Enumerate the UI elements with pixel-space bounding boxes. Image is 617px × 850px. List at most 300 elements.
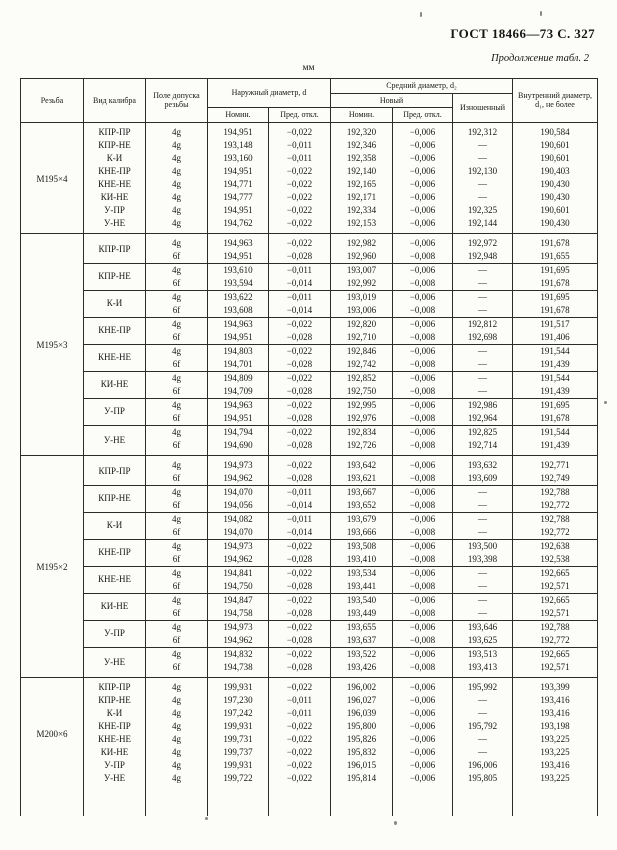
tolerance-zone: 6f	[146, 358, 208, 372]
middle-nominal: 192,710	[331, 331, 393, 345]
middle-nominal: 195,832	[331, 746, 393, 759]
inner-diameter: 191,678	[513, 233, 598, 250]
tolerance-zone: 6f	[146, 499, 208, 513]
tolerance-zone: 4g	[146, 152, 208, 165]
middle-nominal: 196,027	[331, 694, 393, 707]
table-row	[21, 707, 598, 720]
tolerance-zone: 6f	[146, 661, 208, 678]
table-row	[21, 139, 598, 152]
middle-deviation: −0,006	[393, 566, 453, 580]
tolerance-zone: 4g	[146, 122, 208, 139]
middle-nominal: 193,522	[331, 647, 393, 661]
worn-diameter: 195,792	[453, 720, 513, 733]
inner-diameter: 193,225	[513, 733, 598, 746]
header-worn: Изношенный	[453, 93, 513, 122]
outer-nominal: 199,731	[208, 733, 269, 746]
middle-deviation: −0,006	[393, 178, 453, 191]
middle-deviation: −0,006	[393, 317, 453, 331]
middle-deviation: −0,006	[393, 593, 453, 607]
outer-deviation: −0,028	[269, 472, 331, 486]
inner-diameter: 192,772	[513, 526, 598, 540]
outer-nominal: 194,690	[208, 439, 269, 456]
middle-nominal: 192,834	[331, 425, 393, 439]
worn-diameter: 192,964	[453, 412, 513, 426]
worn-diameter: 192,698	[453, 331, 513, 345]
inner-diameter: 193,416	[513, 694, 598, 707]
empty-cell	[21, 788, 84, 816]
worn-diameter: 193,500	[453, 539, 513, 553]
tolerance-zone: 6f	[146, 304, 208, 318]
table-row	[21, 204, 598, 217]
outer-nominal: 199,931	[208, 720, 269, 733]
middle-nominal: 193,449	[331, 607, 393, 621]
inner-diameter: 190,584	[513, 122, 598, 139]
middle-nominal: 196,015	[331, 759, 393, 772]
outer-nominal: 193,594	[208, 277, 269, 291]
gauge-type-label: К-И	[84, 707, 146, 720]
worn-diameter: —	[453, 566, 513, 580]
outer-nominal: 199,931	[208, 759, 269, 772]
outer-nominal: 194,841	[208, 566, 269, 580]
table-row	[21, 512, 598, 526]
middle-deviation: −0,006	[393, 165, 453, 178]
outer-nominal: 194,951	[208, 165, 269, 178]
tolerance-zone: 6f	[146, 331, 208, 345]
middle-deviation: −0,008	[393, 250, 453, 264]
table-row	[21, 425, 598, 439]
outer-nominal: 197,242	[208, 707, 269, 720]
worn-diameter: —	[453, 593, 513, 607]
inner-diameter: 191,544	[513, 344, 598, 358]
table-row	[21, 539, 598, 553]
inner-diameter: 191,655	[513, 250, 598, 264]
inner-diameter: 191,517	[513, 317, 598, 331]
header-gauge-kind: Вид калибра	[84, 79, 146, 123]
inner-diameter: 191,439	[513, 439, 598, 456]
table-row	[21, 720, 598, 733]
middle-nominal: 193,006	[331, 304, 393, 318]
middle-nominal: 192,171	[331, 191, 393, 204]
outer-nominal: 194,738	[208, 661, 269, 678]
table-row	[21, 485, 598, 499]
middle-nominal: 196,002	[331, 677, 393, 694]
header-new: Новый	[331, 93, 453, 108]
outer-deviation: −0,022	[269, 566, 331, 580]
outer-deviation: −0,014	[269, 304, 331, 318]
gauge-type-label: У-ПР	[84, 398, 146, 425]
scan-artifact	[394, 821, 397, 825]
outer-nominal: 194,794	[208, 425, 269, 439]
table-row	[21, 746, 598, 759]
outer-deviation: −0,028	[269, 661, 331, 678]
inner-diameter: 192,571	[513, 607, 598, 621]
tolerance-zone: 6f	[146, 553, 208, 567]
worn-diameter: —	[453, 746, 513, 759]
outer-nominal: 194,056	[208, 499, 269, 513]
inner-diameter: 192,571	[513, 580, 598, 594]
middle-nominal: 193,667	[331, 485, 393, 499]
table-row	[21, 593, 598, 607]
outer-nominal: 194,962	[208, 553, 269, 567]
tolerance-zone: 4g	[146, 204, 208, 217]
worn-diameter: 193,413	[453, 661, 513, 678]
gauge-type-label: КПР-ПР	[84, 677, 146, 694]
empty-cell	[393, 788, 453, 816]
outer-nominal: 194,750	[208, 580, 269, 594]
worn-diameter: —	[453, 358, 513, 372]
tolerance-zone: 4g	[146, 217, 208, 234]
worn-diameter: 195,805	[453, 772, 513, 788]
middle-deviation: −0,006	[393, 512, 453, 526]
outer-nominal: 193,148	[208, 139, 269, 152]
gauge-type-label: У-НЕ	[84, 772, 146, 788]
inner-diameter: 191,695	[513, 290, 598, 304]
outer-deviation: −0,014	[269, 526, 331, 540]
header-middle-deviation: Пред. откл.	[393, 108, 453, 123]
outer-deviation: −0,028	[269, 250, 331, 264]
worn-diameter: —	[453, 178, 513, 191]
inner-diameter: 193,399	[513, 677, 598, 694]
gauge-type-label: КПР-НЕ	[84, 485, 146, 512]
table-row	[21, 178, 598, 191]
gauge-type-label: КПР-НЕ	[84, 263, 146, 290]
table-row	[21, 344, 598, 358]
tolerance-zone: 6f	[146, 607, 208, 621]
outer-deviation: −0,011	[269, 263, 331, 277]
inner-diameter: 192,665	[513, 593, 598, 607]
gauge-type-label: У-ПР	[84, 759, 146, 772]
worn-diameter: 192,948	[453, 250, 513, 264]
table-row	[21, 398, 598, 412]
outer-deviation: −0,022	[269, 317, 331, 331]
outer-deviation: −0,011	[269, 152, 331, 165]
middle-deviation: −0,006	[393, 772, 453, 788]
outer-deviation: −0,022	[269, 539, 331, 553]
worn-diameter: —	[453, 607, 513, 621]
middle-deviation: −0,006	[393, 647, 453, 661]
empty-cell	[331, 788, 393, 816]
tolerance-zone: 6f	[146, 634, 208, 648]
thread-size-label: М195×3	[21, 233, 84, 455]
inner-diameter: 191,439	[513, 385, 598, 399]
outer-nominal: 194,962	[208, 472, 269, 486]
tolerance-zone: 4g	[146, 647, 208, 661]
outer-deviation: −0,022	[269, 593, 331, 607]
worn-diameter: 192,972	[453, 233, 513, 250]
tolerance-zone: 4g	[146, 485, 208, 499]
tolerance-zone: 4g	[146, 746, 208, 759]
empty-cell	[453, 788, 513, 816]
empty-cell	[146, 788, 208, 816]
middle-nominal: 192,852	[331, 371, 393, 385]
outer-deviation: −0,022	[269, 455, 331, 472]
middle-deviation: −0,006	[393, 344, 453, 358]
tolerance-zone: 4g	[146, 593, 208, 607]
tolerance-zone: 4g	[146, 398, 208, 412]
worn-diameter: 192,312	[453, 122, 513, 139]
middle-nominal: 192,960	[331, 250, 393, 264]
tolerance-zone: 4g	[146, 165, 208, 178]
middle-nominal: 195,826	[331, 733, 393, 746]
outer-deviation: −0,028	[269, 331, 331, 345]
tolerance-zone: 6f	[146, 277, 208, 291]
middle-nominal: 193,426	[331, 661, 393, 678]
outer-nominal: 194,973	[208, 455, 269, 472]
outer-nominal: 199,931	[208, 677, 269, 694]
gauge-dimensions-table	[20, 78, 598, 816]
table-row	[21, 191, 598, 204]
outer-nominal: 194,809	[208, 371, 269, 385]
outer-nominal: 194,070	[208, 526, 269, 540]
thread-size-label: М200×6	[21, 677, 84, 788]
tolerance-zone: 4g	[146, 539, 208, 553]
middle-nominal: 193,642	[331, 455, 393, 472]
middle-deviation: −0,006	[393, 733, 453, 746]
inner-diameter: 192,749	[513, 472, 598, 486]
table-row	[21, 290, 598, 304]
middle-nominal: 193,410	[331, 553, 393, 567]
middle-nominal: 193,019	[331, 290, 393, 304]
tolerance-zone: 4g	[146, 694, 208, 707]
gauge-type-label: КНЕ-НЕ	[84, 733, 146, 746]
outer-deviation: −0,028	[269, 607, 331, 621]
tolerance-zone: 6f	[146, 439, 208, 456]
middle-nominal: 193,007	[331, 263, 393, 277]
outer-nominal: 193,608	[208, 304, 269, 318]
outer-deviation: −0,022	[269, 647, 331, 661]
middle-deviation: −0,008	[393, 472, 453, 486]
middle-deviation: −0,006	[393, 694, 453, 707]
outer-nominal: 199,722	[208, 772, 269, 788]
worn-diameter: 192,130	[453, 165, 513, 178]
header-row	[21, 79, 598, 94]
tolerance-zone: 4g	[146, 178, 208, 191]
middle-nominal: 193,534	[331, 566, 393, 580]
empty-cell	[513, 788, 598, 816]
middle-deviation: −0,006	[393, 152, 453, 165]
tolerance-zone: 4g	[146, 425, 208, 439]
worn-diameter: —	[453, 526, 513, 540]
outer-deviation: −0,011	[269, 485, 331, 499]
middle-nominal: 193,637	[331, 634, 393, 648]
inner-diameter: 192,771	[513, 455, 598, 472]
outer-nominal: 193,622	[208, 290, 269, 304]
inner-diameter: 192,538	[513, 553, 598, 567]
gauge-type-label: У-НЕ	[84, 647, 146, 677]
middle-deviation: −0,006	[393, 217, 453, 234]
table-row	[21, 317, 598, 331]
middle-deviation: −0,006	[393, 263, 453, 277]
middle-deviation: −0,006	[393, 707, 453, 720]
outer-deviation: −0,028	[269, 385, 331, 399]
worn-diameter: 192,144	[453, 217, 513, 234]
worn-diameter: —	[453, 304, 513, 318]
outer-nominal: 193,610	[208, 263, 269, 277]
inner-diameter: 191,678	[513, 412, 598, 426]
header-middle-nominal: Номин.	[331, 108, 393, 123]
inner-diameter: 193,225	[513, 772, 598, 788]
outer-deviation: −0,028	[269, 553, 331, 567]
outer-deviation: −0,014	[269, 277, 331, 291]
worn-diameter: —	[453, 385, 513, 399]
tolerance-zone: 4g	[146, 772, 208, 788]
table-row	[21, 694, 598, 707]
outer-deviation: −0,022	[269, 204, 331, 217]
table-row	[21, 772, 598, 788]
outer-nominal: 194,951	[208, 412, 269, 426]
middle-deviation: −0,008	[393, 385, 453, 399]
inner-diameter: 191,439	[513, 358, 598, 372]
worn-diameter: 192,714	[453, 439, 513, 456]
middle-deviation: −0,006	[393, 485, 453, 499]
header-outer-deviation: Пред. откл.	[269, 108, 331, 123]
worn-diameter: —	[453, 371, 513, 385]
inner-diameter: 192,788	[513, 512, 598, 526]
inner-diameter: 190,601	[513, 139, 598, 152]
middle-nominal: 192,334	[331, 204, 393, 217]
tolerance-zone: 4g	[146, 620, 208, 634]
middle-nominal: 193,540	[331, 593, 393, 607]
outer-nominal: 194,777	[208, 191, 269, 204]
outer-nominal: 194,963	[208, 317, 269, 331]
tolerance-zone: 4g	[146, 455, 208, 472]
middle-deviation: −0,006	[393, 139, 453, 152]
outer-nominal: 194,963	[208, 233, 269, 250]
inner-diameter: 191,544	[513, 425, 598, 439]
middle-nominal: 193,679	[331, 512, 393, 526]
gauge-type-label: К-И	[84, 290, 146, 317]
table-row	[21, 152, 598, 165]
outer-deviation: −0,011	[269, 694, 331, 707]
middle-deviation: −0,008	[393, 331, 453, 345]
middle-deviation: −0,006	[393, 759, 453, 772]
gauge-type-label: К-И	[84, 152, 146, 165]
middle-deviation: −0,008	[393, 358, 453, 372]
inner-diameter: 190,430	[513, 217, 598, 234]
tolerance-zone: 4g	[146, 759, 208, 772]
middle-nominal: 193,621	[331, 472, 393, 486]
worn-diameter: —	[453, 499, 513, 513]
middle-deviation: −0,008	[393, 499, 453, 513]
outer-nominal: 194,070	[208, 485, 269, 499]
tolerance-zone: 4g	[146, 191, 208, 204]
middle-nominal: 192,742	[331, 358, 393, 372]
worn-diameter: 193,632	[453, 455, 513, 472]
outer-nominal: 194,963	[208, 398, 269, 412]
middle-deviation: −0,006	[393, 398, 453, 412]
outer-deviation: −0,011	[269, 512, 331, 526]
outer-nominal: 197,230	[208, 694, 269, 707]
tolerance-zone: 4g	[146, 263, 208, 277]
tolerance-zone: 4g	[146, 707, 208, 720]
worn-diameter: 193,625	[453, 634, 513, 648]
gauge-type-label: У-НЕ	[84, 217, 146, 234]
scan-artifact	[604, 401, 607, 404]
table-row	[21, 733, 598, 746]
middle-nominal: 193,655	[331, 620, 393, 634]
outer-deviation: −0,022	[269, 233, 331, 250]
outer-deviation: −0,011	[269, 139, 331, 152]
tolerance-zone: 4g	[146, 512, 208, 526]
inner-diameter: 190,430	[513, 178, 598, 191]
outer-nominal: 194,951	[208, 204, 269, 217]
middle-deviation: −0,006	[393, 539, 453, 553]
gauge-type-label: У-ПР	[84, 620, 146, 647]
outer-nominal: 194,082	[208, 512, 269, 526]
worn-diameter: 193,609	[453, 472, 513, 486]
outer-deviation: −0,011	[269, 290, 331, 304]
middle-deviation: −0,008	[393, 439, 453, 456]
outer-nominal: 194,847	[208, 593, 269, 607]
inner-diameter: 192,788	[513, 485, 598, 499]
middle-nominal: 192,320	[331, 122, 393, 139]
tolerance-zone: 4g	[146, 233, 208, 250]
worn-diameter: —	[453, 191, 513, 204]
outer-deviation: −0,028	[269, 634, 331, 648]
outer-deviation: −0,011	[269, 707, 331, 720]
middle-nominal: 192,750	[331, 385, 393, 399]
middle-deviation: −0,008	[393, 634, 453, 648]
inner-diameter: 190,403	[513, 165, 598, 178]
middle-nominal: 192,140	[331, 165, 393, 178]
outer-deviation: −0,022	[269, 759, 331, 772]
middle-deviation: −0,006	[393, 455, 453, 472]
table-row	[21, 217, 598, 234]
worn-diameter: —	[453, 290, 513, 304]
middle-deviation: −0,008	[393, 412, 453, 426]
worn-diameter: —	[453, 152, 513, 165]
table-row	[21, 759, 598, 772]
outer-nominal: 194,951	[208, 331, 269, 345]
middle-deviation: −0,006	[393, 290, 453, 304]
header-outer-diameter: Наружный диаметр, d	[208, 79, 331, 108]
worn-diameter: —	[453, 694, 513, 707]
inner-diameter: 192,788	[513, 620, 598, 634]
header-middle-diameter: Средний диаметр, d₂	[331, 79, 513, 94]
outer-deviation: −0,022	[269, 733, 331, 746]
scan-artifact	[420, 12, 422, 17]
units-label: мм	[302, 63, 315, 73]
outer-deviation: −0,022	[269, 344, 331, 358]
tolerance-zone: 6f	[146, 580, 208, 594]
outer-deviation: −0,022	[269, 772, 331, 788]
gauge-type-label: КНЕ-НЕ	[84, 344, 146, 371]
outer-nominal: 194,962	[208, 634, 269, 648]
worn-diameter: —	[453, 733, 513, 746]
middle-nominal: 192,153	[331, 217, 393, 234]
middle-nominal: 195,814	[331, 772, 393, 788]
standard-reference: ГОСТ 18466—73 С. 327	[450, 26, 595, 41]
middle-deviation: −0,006	[393, 233, 453, 250]
worn-diameter: —	[453, 344, 513, 358]
inner-diameter: 191,678	[513, 304, 598, 318]
outer-deviation: −0,022	[269, 720, 331, 733]
middle-nominal: 192,976	[331, 412, 393, 426]
inner-diameter: 192,571	[513, 661, 598, 678]
outer-nominal: 194,762	[208, 217, 269, 234]
empty-cell	[84, 788, 146, 816]
middle-deviation: −0,006	[393, 720, 453, 733]
middle-deviation: −0,006	[393, 191, 453, 204]
outer-nominal: 194,951	[208, 122, 269, 139]
middle-deviation: −0,008	[393, 304, 453, 318]
table-continuation-note: Продолжение табл. 2	[491, 53, 589, 64]
scan-artifact	[540, 11, 542, 16]
table-row	[21, 566, 598, 580]
outer-nominal: 194,951	[208, 250, 269, 264]
worn-diameter: —	[453, 263, 513, 277]
middle-deviation: −0,008	[393, 661, 453, 678]
